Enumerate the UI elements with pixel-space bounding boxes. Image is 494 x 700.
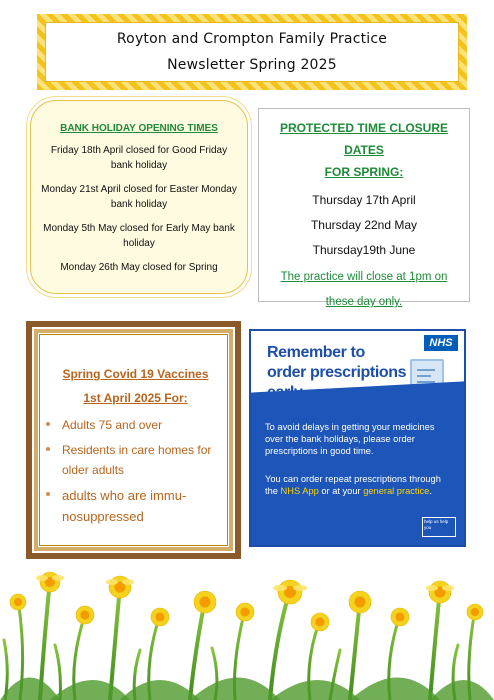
nhs-prescription-card [249,329,466,547]
nhs-text-part: You can order repeat prescriptions through the [265,474,441,496]
covid-title: Spring Covid 19 Vaccines [62,367,209,381]
newsletter-header [37,14,467,90]
bank-holiday-box [30,100,248,294]
covid-eligibility-list [46,415,225,527]
newsletter-title: Newsletter Spring 2025 [167,57,337,73]
nhs-text-delay: To avoid delays in getting your medicines over the bank holidays, please order prescriptions in good time. [265,422,435,456]
gp-highlight: general practice [363,486,430,496]
nhs-app-highlight: NHS App [280,486,319,496]
covid-item-text: Adults 75 and over [62,418,163,432]
bank-holiday-title: BANK HOLIDAY OPENING TIMES [60,123,218,134]
covid-vaccine-box [26,321,241,559]
nhs-logo-icon: NHS [424,335,458,351]
nhs-text-part: . [429,486,432,496]
bank-holiday-item: Monday 5th May closed for Early May bank holiday [43,223,235,249]
closure-date: Thursday 17th April [312,193,416,207]
covid-item-text: adults who are immu-nosuppressed [62,488,187,524]
covid-list-item [46,440,225,480]
bullet-icon [46,447,50,451]
bullet-icon [46,422,50,426]
practice-name: Royton and Crompton Family Practice [116,31,388,47]
protected-time-box [258,108,470,308]
bank-holiday-item: Monday 21st April closed for Easter Monday bank holiday [41,184,237,210]
covid-item-text: Residents in care homes for older adults [62,443,212,477]
covid-list-item [46,485,225,527]
protected-time-title-2: FOR SPRING: [324,165,404,179]
bank-holiday-item: Monday 26th May closed for Spring [60,262,218,273]
header-inner [45,22,459,82]
covid-content [46,367,225,532]
help-us-help-you-logo-icon: help us help you [422,517,456,537]
bank-holiday-item: Friday 18th April closed for Good Friday bank holiday [50,145,228,171]
nhs-card-lower [251,393,464,545]
closure-note-1: The practice will close at 1pm on [280,271,448,283]
closure-date: Thursday19th June [312,243,416,257]
protected-time-title-1: PROTECTED TIME CLOSURE DATES [279,121,448,157]
daffodil-illustration [0,560,494,700]
nhs-text-order [265,473,455,497]
closure-date: Thursday 22nd May [310,218,418,232]
covid-date: 1st April 2025 For: [83,391,188,405]
bullet-icon [46,492,50,496]
closure-note-2: these day only. [325,296,403,308]
covid-list-item [46,415,225,435]
nhs-headline: Remember to order prescriptions [267,344,407,381]
nhs-text-part: or at your [318,486,364,496]
